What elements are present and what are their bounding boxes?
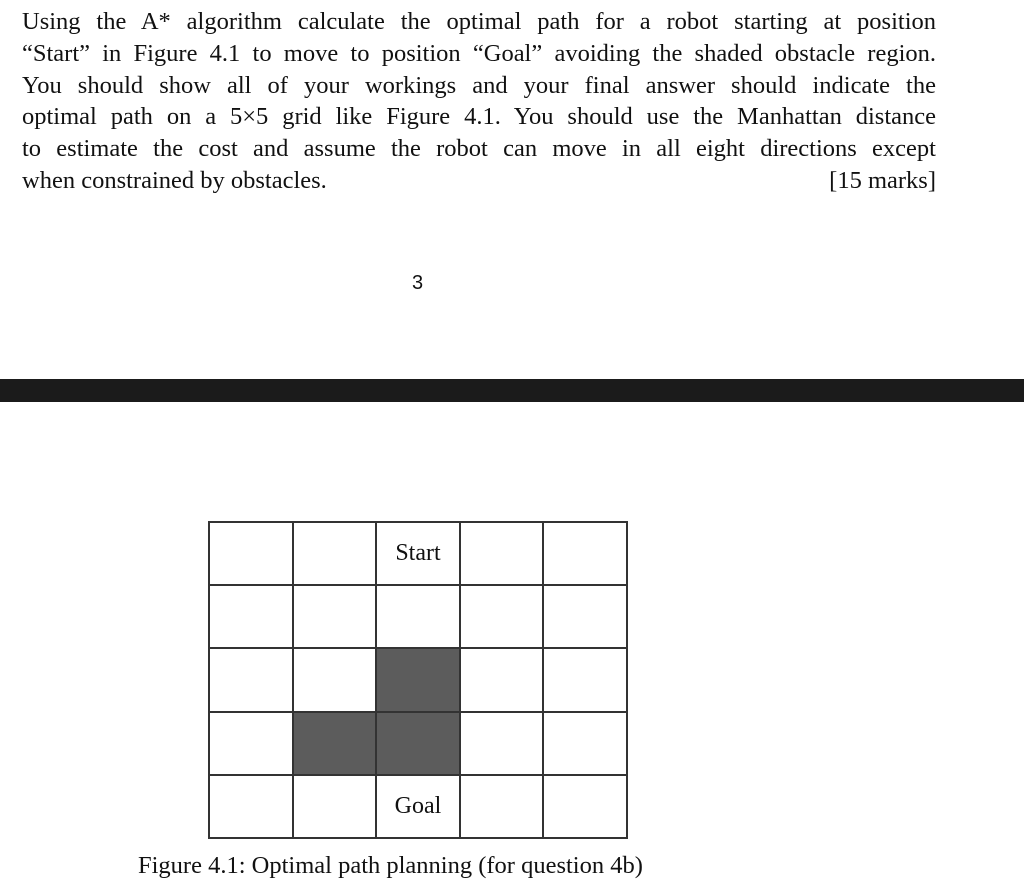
grid-cell (210, 776, 294, 839)
grid-cell (461, 649, 545, 712)
question-line-5: to estimate the cost and assume the robot can move in all eight directions except (22, 135, 936, 163)
grid-cell (461, 713, 545, 776)
grid-cell (294, 586, 378, 649)
grid-cell (544, 713, 628, 776)
grid-cell (461, 776, 545, 839)
grid-cell (544, 523, 628, 586)
grid-cell (294, 649, 378, 712)
grid-cell (294, 523, 378, 586)
obstacle-cell (377, 713, 461, 776)
question-last-line: when constrained by obstacles. (22, 166, 327, 194)
marks-label: [15 marks] (829, 166, 936, 194)
question-line-3: You should show all of your workings and your final answer should indicate the (22, 71, 936, 99)
grid-cell (210, 586, 294, 649)
grid-cell (210, 523, 294, 586)
question-text (22, 6, 936, 197)
figure-caption: Figure 4.1: Optimal path planning (for question 4b) (138, 852, 643, 879)
page-number: 3 (412, 272, 424, 294)
question-line-1: Using the A* algorithm calculate the optimal path for a robot starting at position (22, 8, 936, 35)
grid-cell (461, 586, 545, 649)
figure-grid (208, 521, 628, 839)
grid-cell (210, 649, 294, 712)
grid-cell (294, 776, 378, 839)
obstacle-cell (294, 713, 378, 776)
grid-cell (461, 523, 545, 586)
grid-cell (210, 713, 294, 776)
start-cell: Start (377, 523, 461, 586)
question-line-2: “Start” in Figure 4.1 to move to position “Goal” avoiding the shaded obstacle region. (22, 39, 936, 67)
goal-cell: Goal (377, 776, 461, 839)
obstacle-cell (377, 649, 461, 712)
question-line-4: optimal path on a 5×5 grid like Figure 4.1. You should use the Manhattan distance (22, 103, 936, 131)
grid-cell (544, 776, 628, 839)
grid-cell (377, 586, 461, 649)
page-divider (0, 379, 1024, 402)
grid-cell (544, 586, 628, 649)
question-line-6 (22, 165, 936, 197)
grid-cell (544, 649, 628, 712)
